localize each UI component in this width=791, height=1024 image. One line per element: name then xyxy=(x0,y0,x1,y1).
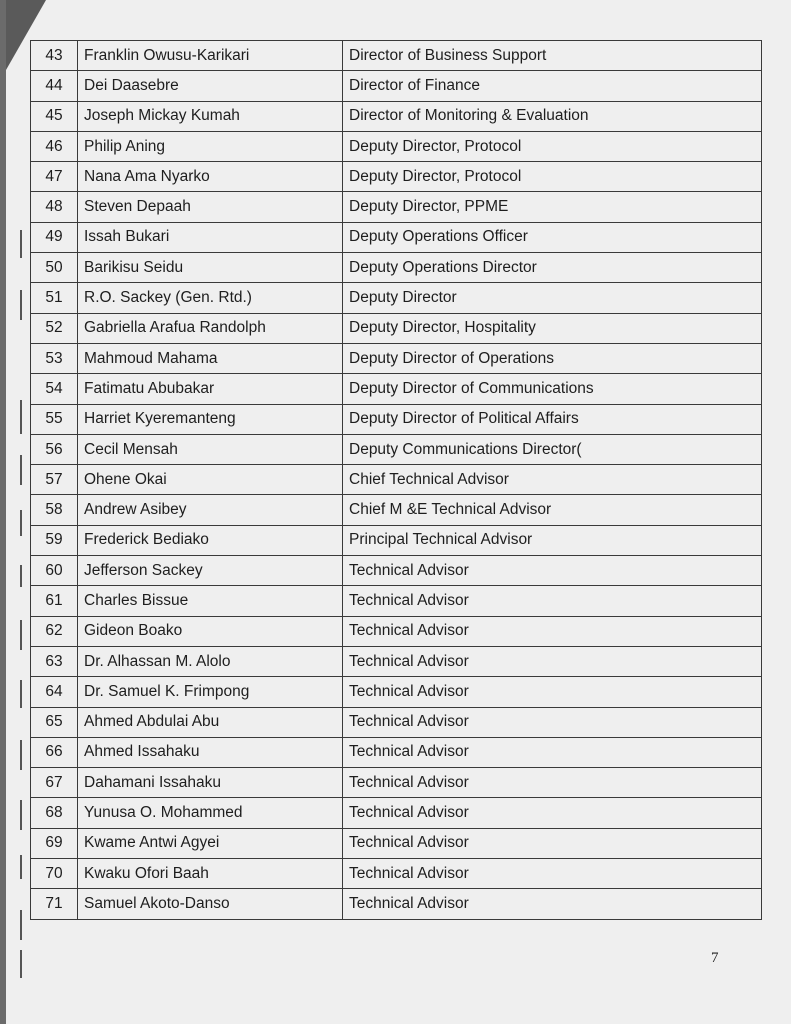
job-title: Deputy Director of Political Affairs xyxy=(343,404,762,434)
job-title: Technical Advisor xyxy=(343,586,762,616)
row-number: 64 xyxy=(31,677,78,707)
row-number: 46 xyxy=(31,131,78,161)
binder-mark xyxy=(20,455,22,485)
job-title: Deputy Director, Protocol xyxy=(343,131,762,161)
table-row xyxy=(31,828,762,858)
person-name: Dei Daasebre xyxy=(78,71,343,101)
table-row xyxy=(31,101,762,131)
row-number: 57 xyxy=(31,465,78,495)
person-name: Barikisu Seidu xyxy=(78,253,343,283)
row-number: 54 xyxy=(31,374,78,404)
row-number: 68 xyxy=(31,798,78,828)
job-title: Technical Advisor xyxy=(343,677,762,707)
person-name: Dahamani Issahaku xyxy=(78,768,343,798)
job-title: Director of Finance xyxy=(343,71,762,101)
row-number: 66 xyxy=(31,737,78,767)
row-number: 65 xyxy=(31,707,78,737)
table-row xyxy=(31,768,762,798)
binder-mark xyxy=(20,620,22,650)
row-number: 67 xyxy=(31,768,78,798)
table-row xyxy=(31,495,762,525)
table-row xyxy=(31,556,762,586)
person-name: Gabriella Arafua Randolph xyxy=(78,313,343,343)
staff-table xyxy=(30,40,762,920)
job-title: Director of Business Support xyxy=(343,41,762,71)
person-name: Kwaku Ofori Baah xyxy=(78,859,343,889)
table-row xyxy=(31,253,762,283)
row-number: 50 xyxy=(31,253,78,283)
job-title: Deputy Director, PPME xyxy=(343,192,762,222)
person-name: Samuel Akoto-Danso xyxy=(78,889,343,919)
binder-mark xyxy=(20,400,22,434)
job-title: Principal Technical Advisor xyxy=(343,525,762,555)
table-row xyxy=(31,677,762,707)
job-title: Deputy Director, Hospitality xyxy=(343,313,762,343)
binder-mark xyxy=(20,290,22,320)
person-name: Kwame Antwi Agyei xyxy=(78,828,343,858)
table-row xyxy=(31,586,762,616)
person-name: Jefferson Sackey xyxy=(78,556,343,586)
job-title: Technical Advisor xyxy=(343,768,762,798)
binder-mark xyxy=(20,950,22,978)
job-title: Director of Monitoring & Evaluation xyxy=(343,101,762,131)
table-row xyxy=(31,616,762,646)
person-name: Fatimatu Abubakar xyxy=(78,374,343,404)
person-name: Ahmed Abdulai Abu xyxy=(78,707,343,737)
job-title: Deputy Director, Protocol xyxy=(343,162,762,192)
person-name: Ohene Okai xyxy=(78,465,343,495)
person-name: Franklin Owusu-Karikari xyxy=(78,41,343,71)
table-row xyxy=(31,646,762,676)
job-title: Technical Advisor xyxy=(343,646,762,676)
binder-mark xyxy=(20,565,22,587)
person-name: Ahmed Issahaku xyxy=(78,737,343,767)
person-name: Issah Bukari xyxy=(78,222,343,252)
row-number: 53 xyxy=(31,343,78,373)
person-name: Steven Depaah xyxy=(78,192,343,222)
row-number: 51 xyxy=(31,283,78,313)
row-number: 70 xyxy=(31,859,78,889)
row-number: 52 xyxy=(31,313,78,343)
table-row xyxy=(31,737,762,767)
row-number: 63 xyxy=(31,646,78,676)
job-title: Deputy Communications Director( xyxy=(343,434,762,464)
row-number: 44 xyxy=(31,71,78,101)
table-row xyxy=(31,41,762,71)
person-name: Frederick Bediako xyxy=(78,525,343,555)
row-number: 62 xyxy=(31,616,78,646)
binder-mark xyxy=(20,510,22,536)
table-row xyxy=(31,465,762,495)
person-name: R.O. Sackey (Gen. Rtd.) xyxy=(78,283,343,313)
person-name: Yunusa O. Mohammed xyxy=(78,798,343,828)
person-name: Andrew Asibey xyxy=(78,495,343,525)
job-title: Technical Advisor xyxy=(343,556,762,586)
page-number: 7 xyxy=(711,950,719,966)
table-row xyxy=(31,374,762,404)
binder-mark xyxy=(20,230,22,258)
person-name: Philip Aning xyxy=(78,131,343,161)
job-title: Deputy Director of Communications xyxy=(343,374,762,404)
job-title: Technical Advisor xyxy=(343,828,762,858)
job-title: Chief M &E Technical Advisor xyxy=(343,495,762,525)
job-title: Technical Advisor xyxy=(343,616,762,646)
person-name: Harriet Kyeremanteng xyxy=(78,404,343,434)
job-title: Technical Advisor xyxy=(343,859,762,889)
job-title: Chief Technical Advisor xyxy=(343,465,762,495)
person-name: Cecil Mensah xyxy=(78,434,343,464)
table-row xyxy=(31,859,762,889)
table-row xyxy=(31,404,762,434)
job-title: Technical Advisor xyxy=(343,889,762,919)
binder-mark xyxy=(20,740,22,770)
job-title: Technical Advisor xyxy=(343,737,762,767)
person-name: Charles Bissue xyxy=(78,586,343,616)
person-name: Mahmoud Mahama xyxy=(78,343,343,373)
person-name: Joseph Mickay Kumah xyxy=(78,101,343,131)
row-number: 69 xyxy=(31,828,78,858)
table-row xyxy=(31,222,762,252)
job-title: Technical Advisor xyxy=(343,707,762,737)
row-number: 55 xyxy=(31,404,78,434)
table-row xyxy=(31,525,762,555)
job-title: Deputy Operations Director xyxy=(343,253,762,283)
row-number: 60 xyxy=(31,556,78,586)
binder-marks xyxy=(20,230,30,1020)
person-name: Dr. Alhassan M. Alolo xyxy=(78,646,343,676)
row-number: 48 xyxy=(31,192,78,222)
table-row xyxy=(31,313,762,343)
table-row xyxy=(31,131,762,161)
row-number: 56 xyxy=(31,434,78,464)
row-number: 49 xyxy=(31,222,78,252)
binder-mark xyxy=(20,855,22,879)
row-number: 71 xyxy=(31,889,78,919)
job-title: Deputy Operations Officer xyxy=(343,222,762,252)
person-name: Gideon Boako xyxy=(78,616,343,646)
row-number: 43 xyxy=(31,41,78,71)
table-row xyxy=(31,798,762,828)
table-row xyxy=(31,707,762,737)
table-row xyxy=(31,162,762,192)
binder-mark xyxy=(20,800,22,830)
binder-mark xyxy=(20,910,22,940)
staff-table-body xyxy=(31,41,762,920)
row-number: 47 xyxy=(31,162,78,192)
document-page xyxy=(6,0,791,1024)
job-title: Deputy Director of Operations xyxy=(343,343,762,373)
table-row xyxy=(31,192,762,222)
row-number: 45 xyxy=(31,101,78,131)
row-number: 61 xyxy=(31,586,78,616)
binder-mark xyxy=(20,680,22,708)
table-row xyxy=(31,889,762,919)
job-title: Technical Advisor xyxy=(343,798,762,828)
table-row xyxy=(31,71,762,101)
table-row xyxy=(31,343,762,373)
job-title: Deputy Director xyxy=(343,283,762,313)
table-row xyxy=(31,434,762,464)
row-number: 59 xyxy=(31,525,78,555)
row-number: 58 xyxy=(31,495,78,525)
table-row xyxy=(31,283,762,313)
person-name: Dr. Samuel K. Frimpong xyxy=(78,677,343,707)
person-name: Nana Ama Nyarko xyxy=(78,162,343,192)
